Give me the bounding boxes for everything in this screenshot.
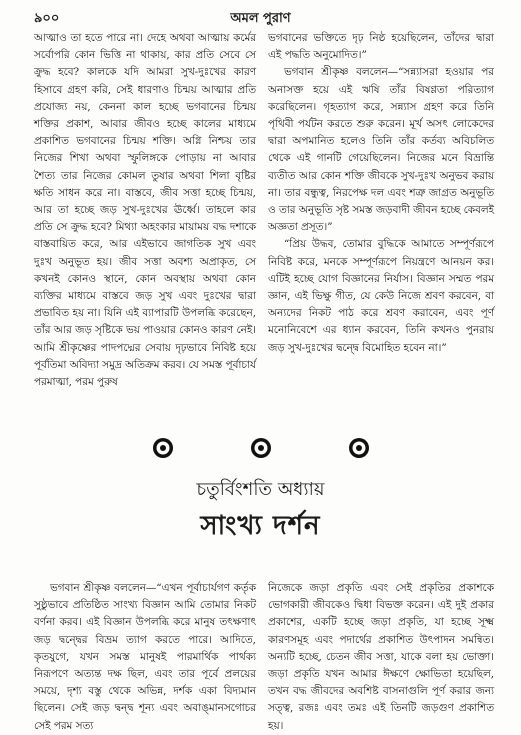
- flower-ornament-icon: [250, 437, 272, 459]
- chapter-number: চতুর্বিংশতি অধ্যায়: [196, 479, 325, 500]
- paragraph: নিজেকে জড়া প্রকৃতি এবং সেই প্রকৃতির প্রকাশকে ভোগকারী জীবকেও দ্বিধা বিভক্ত করেন। এই দুই প্রকার প্রকাশের, একটি হচ্ছে জড়া প্রকৃতি, যা হচ্ছে সূক্ষ্ম কারণসমূহ এবং পদার্থের প্রকাশিত উৎপাদন সমন্বিত। অন্যটি হচ্ছে, চেতন জীব সত্তা, যাকে বলা হয় ভোক্তা। জড়া প্রকৃতি যখন আমার ঈক্ষণে ক্ষোভিতা হয়েছিল, তখন বদ্ধ জীবদের অবশিষ্ট বাসনাগুলি পূর্ণ করার জন্য সত্ত্ব, রজঃ এবং তমঃ এই তিনটি জড়গুণ প্রকাশিত হয়।: [268, 582, 494, 732]
- paragraph: ভগবান শ্রীকৃষ্ণ বললেন—“এখন পূর্বাচার্যগণ কর্তৃক সুষ্ঠুভাবে প্রতিষ্ঠিত সাংখ্য বিজ্ঞান আমি তোমার নিকট বর্ণনা করব। এই বিজ্ঞান উপলব্ধি করে মানুষ তৎক্ষণাৎ জড় দ্বন্দ্বের বিভ্রম ত্যাগ করতে পারে। আদিতে, কৃতযুগে, যখন সমস্ত মানুষই পারমার্থিক পার্থক্য নিরূপণে অত্যন্ত দক্ষ ছিল, এবং তার পূর্বে প্রলয়ের সময়ে, দৃশ্য বস্তু থেকে অভিন্ন, দর্শক একা বিদ্যমান ছিলেন। সেই জড় দ্বন্দ্ব শূন্য এবং অবাঙ্‌মানসগোচর সেই পরম সত্য: [34, 582, 256, 732]
- flower-ornament-icon: [348, 437, 370, 459]
- paragraph: ভগবান শ্রীকৃষ্ণ বললেন—“সন্ন্যাসরা হওয়ার পর অনাসক্ত হয়ে এই ঋষি তাঁর বিষণ্ণতা পরিত্যাগ করেছিলেন। গৃহত্যাগ করে, সন্ন্যাস গ্রহণ করে তিনি পৃথিবী পর্যটন করতে শুরু করেন। মূর্খ অসৎ লোকেদের দ্বারা অপমানিত হলেও তিনি তাঁর কর্তব্য অবিচলিত থেকে এই গানটি গেয়েছিলেন। নিজের মনে বিভ্রান্তি ব্যতীত আর কোন শক্তি জীবকে সুখ-দুঃখ অনুভব করায় না। তার বন্ধুত্ব, নিরপেক্ষ দল এবং শত্রু জাগ্রত অনুভূতি ও তার অনুভূতি সৃষ্ট সমস্ত জড়বাদী জীবন হচ্ছে কেবলই অজ্ঞতা প্রসূত।”: [268, 66, 494, 234]
- bottom-right-column: [268, 580, 494, 735]
- paragraph: “প্রিয় উদ্ধব, তোমার বুদ্ধিকে আমাতে সম্পূর্ণরূপে নিবিষ্ট করে, মনকে সম্পূর্ণরূপে নিয়ন্ত্রণে আনয়ন কর। এটিই হচ্ছে যোগ বিজ্ঞানের নির্যাস। বিজ্ঞান সম্মত পরম জ্ঞান, এই ভিক্ষু গীত, যে কেউ নিজে শ্রবণ করবেন, বা অন্যদের নিকট পাঠ করে শ্রবণ করাবেন, এবং পূর্ণ মনোনিবেশে এর ধ্যান করবেন, তিনি কখনও পুনরায় জড় সুখ-দুঃখের দ্বন্দ্বে বিমোহিত হবেন না।”: [268, 238, 494, 354]
- flower-ornament-icon: [152, 437, 174, 459]
- bottom-left-column: [34, 580, 256, 735]
- chapter-title: সাংখ্য দর্শন: [200, 511, 321, 541]
- page-number: ৯০০: [34, 11, 60, 26]
- paragraph: ভগবানের ভক্তিতে দৃঢ় নিষ্ঠ হয়েছিলেন, তাঁদের দ্বারা এই পদ্ধতি অনুমোদিত।”: [268, 32, 494, 62]
- running-title: অমল পুরাণ: [230, 11, 291, 26]
- top-right-column: [268, 30, 494, 357]
- paragraph: আত্মাও তা হতে পারে না। দেহে অথবা আত্মায় কর্মের সর্বোপরি কোন ভিত্তি না থাকায়, কার প্রতি সেবে সে ক্রুদ্ধ হবে? কালকে যদি আমরা সুখ-দুঃখের কারণ হিসাবে গ্রহণ করি, সেই ধারণাও চিন্ময় আত্মার প্রতি প্রযোজ্য নয়, কেননা কাল হচ্ছে ভগবানের চিন্ময় শক্তির প্রকাশ, আবার জীবও হচ্ছে কালের মাধ্যমে প্রকাশিত ভগবানের চিন্ময় শক্তি। অগ্নি নিশ্চয় তার নিজের শিখা অথবা স্ফুলিঙ্গকে পোড়ায় না আবার শৈত্য তার নিজের কোমল তুষার অথবা শিলা বৃষ্টির ক্ষতি সাধন করে না। বাস্তবে, জীব সত্তা হচ্ছে চিন্ময়, আর তা হচ্ছে জড় সুখ-দুঃখের ঊর্ধ্বে। তাহলে কার প্রতি সে ক্রুদ্ধ হবে? মিথ্যা অহংকার মায়াময় বদ্ধ দশাকে বাস্তবায়িত করে, আর এইভাবে জাগতিক সুখ এবং দুঃখ অনুভূত হয়। জীব সত্তা অবশ্য অপ্রাকৃত, সে কখনই কোনও স্থানে, কোন অবস্থায় অথবা কোন ব্যক্তির মাধ্যমে বাস্তবে জড় সুখ এবং দুঃখের দ্বারা প্রভাবিত হয় না। যিনি এই ব্যাপারটি উপলব্ধি করেছেন, তাঁর আর জড় সৃষ্টিকে ভয় পাওয়ার কোনও কারণ নেই। আমি শ্রীকৃষ্ণের পাদপদ্মের সেবায় দৃঢ়ভাবে নিবিষ্ট হয়ে পূর্বতিমা অবিদ্যা সমুদ্র অতিক্রম করব। যে সমস্ত পূর্বাচার্য পরমাত্মা, পরম পুরুষ: [34, 32, 256, 389]
- top-left-column: [34, 30, 256, 391]
- section-ornaments: [0, 437, 521, 459]
